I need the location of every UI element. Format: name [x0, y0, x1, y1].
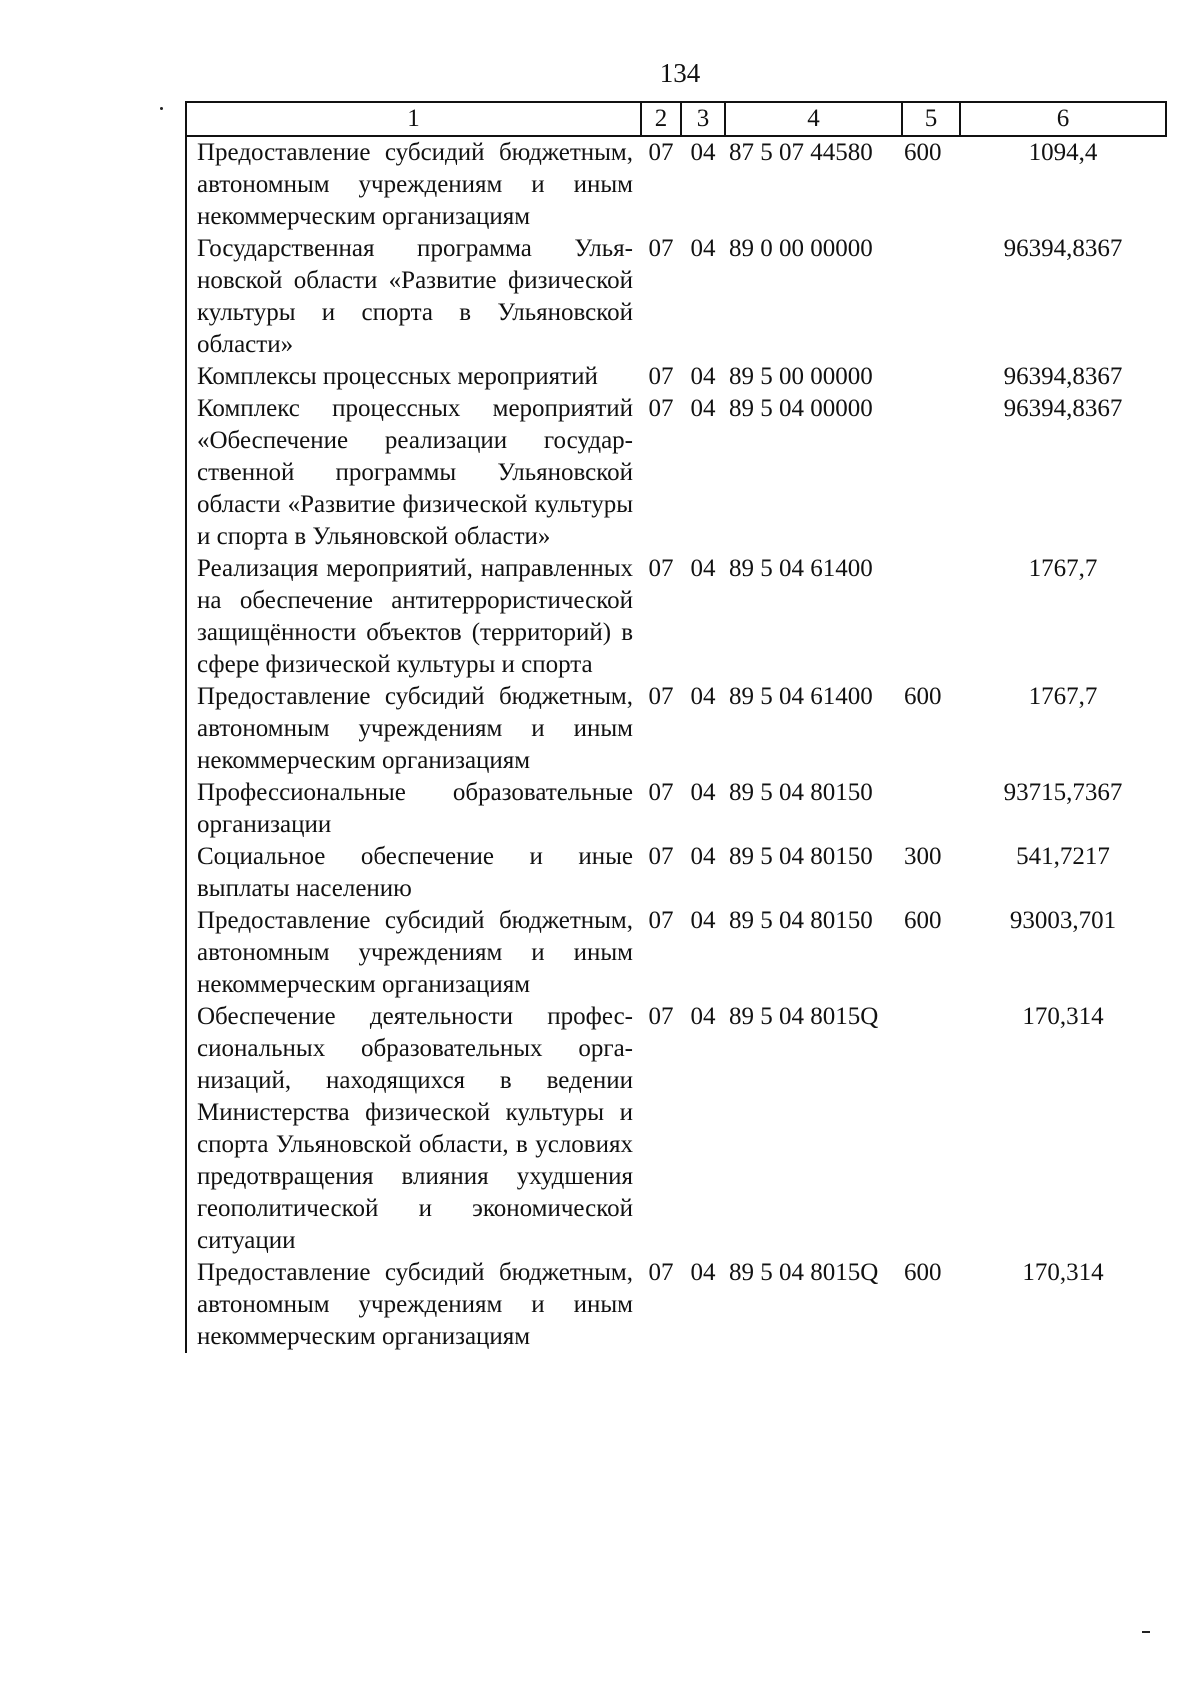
row-amount: 1767,7	[1028, 683, 1098, 710]
row-amount: 96394,8367	[1003, 395, 1123, 422]
row-subsection: 04	[690, 555, 716, 582]
row-subsection: 04	[690, 1259, 716, 1286]
row-section: 07	[648, 1003, 674, 1030]
table-row	[186, 905, 1166, 1001]
row-amount: 93003,701	[1009, 907, 1117, 934]
table-row	[186, 136, 1166, 233]
row-expense-kind: 600	[904, 683, 942, 710]
row-amount: 96394,8367	[1003, 363, 1123, 390]
row-subsection: 04	[690, 1003, 716, 1030]
row-amount: 1767,7	[1028, 555, 1098, 582]
row-name: Социальное обеспечение и иные выплаты населению	[186, 841, 641, 905]
table-body	[186, 136, 1166, 1353]
row-name: Государственная программа Ульяновской области «Развитие физической культуры и спорта в Ульяновской области»	[186, 233, 641, 361]
row-expense-kind	[902, 553, 960, 681]
column-header-amount: 6	[960, 102, 1166, 136]
row-amount: 170,314	[1022, 1259, 1104, 1286]
row-amount: 541,7217	[1016, 843, 1110, 870]
row-expense-kind: 300	[904, 843, 942, 870]
table-row	[186, 1001, 1166, 1257]
table-row	[186, 553, 1166, 681]
row-amount: 93715,7367	[1003, 779, 1123, 806]
column-header-target-item: 4	[725, 102, 902, 136]
table-row	[186, 233, 1166, 361]
row-target-item: 89 5 04 61400	[729, 683, 873, 710]
row-expense-kind: 600	[904, 139, 942, 166]
column-header-name: 1	[186, 102, 641, 136]
row-expense-kind: 600	[904, 1259, 942, 1286]
row-expense-kind	[902, 393, 960, 553]
table-row	[186, 393, 1166, 553]
row-subsection: 04	[690, 843, 716, 870]
row-target-item: 89 0 00 00000	[729, 235, 873, 262]
row-section: 07	[648, 683, 674, 710]
column-header-section: 2	[641, 102, 681, 136]
table-row	[186, 1257, 1166, 1353]
stray-dot-mark	[160, 107, 163, 110]
row-name: Комплекс процессных мероприятий «Обеспечение реализации государственной программы Ульяновской области «Развитие физической культуры и спорта в Ульяновской области»	[186, 393, 641, 553]
row-section: 07	[648, 395, 674, 422]
row-section: 07	[648, 235, 674, 262]
page-number: 134	[659, 58, 701, 88]
table-row	[186, 361, 1166, 393]
row-target-item: 89 5 04 8015Q	[729, 1259, 879, 1286]
row-section: 07	[648, 555, 674, 582]
row-target-item: 89 5 04 61400	[729, 555, 873, 582]
row-subsection: 04	[690, 235, 716, 262]
row-target-item: 87 5 07 44580	[729, 139, 873, 166]
row-name: Реализация мероприятий, направленных на обеспечение антитеррористической защищённости объектов (территорий) в сфере физической культуры и спорта	[186, 553, 641, 681]
row-name: Предоставление субсидий бюджетным, автономным учреждениям и иным некоммерческим организациям	[186, 136, 641, 233]
row-section: 07	[648, 363, 674, 390]
row-name: Предоставление субсидий бюджетным, автономным учреждениям и иным некоммерческим организациям	[186, 681, 641, 777]
row-expense-kind	[902, 777, 960, 841]
table-row	[186, 681, 1166, 777]
header-row	[186, 102, 1166, 136]
row-section: 07	[648, 779, 674, 806]
column-header-expense-kind: 5	[902, 102, 960, 136]
budget-table	[185, 101, 1167, 1353]
stray-dash-mark	[1142, 1631, 1150, 1633]
row-subsection: 04	[690, 683, 716, 710]
row-subsection: 04	[690, 907, 716, 934]
row-amount: 96394,8367	[1003, 235, 1123, 262]
row-amount: 1094,4	[1028, 139, 1098, 166]
row-subsection: 04	[690, 395, 716, 422]
row-target-item: 89 5 04 80150	[729, 843, 873, 870]
row-subsection: 04	[690, 363, 716, 390]
table-row	[186, 777, 1166, 841]
column-header-subsection: 3	[681, 102, 725, 136]
row-target-item: 89 5 00 00000	[729, 363, 873, 390]
row-target-item: 89 5 04 8015Q	[729, 1003, 879, 1030]
row-amount: 170,314	[1022, 1003, 1104, 1030]
row-expense-kind	[902, 1001, 960, 1257]
row-subsection: 04	[690, 779, 716, 806]
row-section: 07	[648, 907, 674, 934]
table-row	[186, 841, 1166, 905]
row-section: 07	[648, 139, 674, 166]
row-target-item: 89 5 04 80150	[729, 907, 873, 934]
row-name: Обеспечение деятельности профессиональных образовательных организаций, находящихся в ведении Министерства физической культуры и спорта Ульяновской области, в условиях предотвращения влияния ухудшения геополитической и экономической ситуации	[186, 1001, 641, 1257]
row-expense-kind	[902, 233, 960, 361]
row-expense-kind	[902, 361, 960, 393]
row-expense-kind: 600	[904, 907, 942, 934]
row-subsection: 04	[690, 139, 716, 166]
row-target-item: 89 5 04 80150	[729, 779, 873, 806]
row-name: Предоставление субсидий бюджетным, автономным учреждениям и иным некоммерческим организациям	[186, 1257, 641, 1353]
row-target-item: 89 5 04 00000	[729, 395, 873, 422]
row-section: 07	[648, 1259, 674, 1286]
row-section: 07	[648, 843, 674, 870]
row-name: Комплексы процессных мероприятий	[186, 361, 641, 393]
row-name: Профессиональные образовательные организации	[186, 777, 641, 841]
row-name: Предоставление субсидий бюджетным, автономным учреждениям и иным некоммерческим организациям	[186, 905, 641, 1001]
table-header	[186, 102, 1166, 136]
